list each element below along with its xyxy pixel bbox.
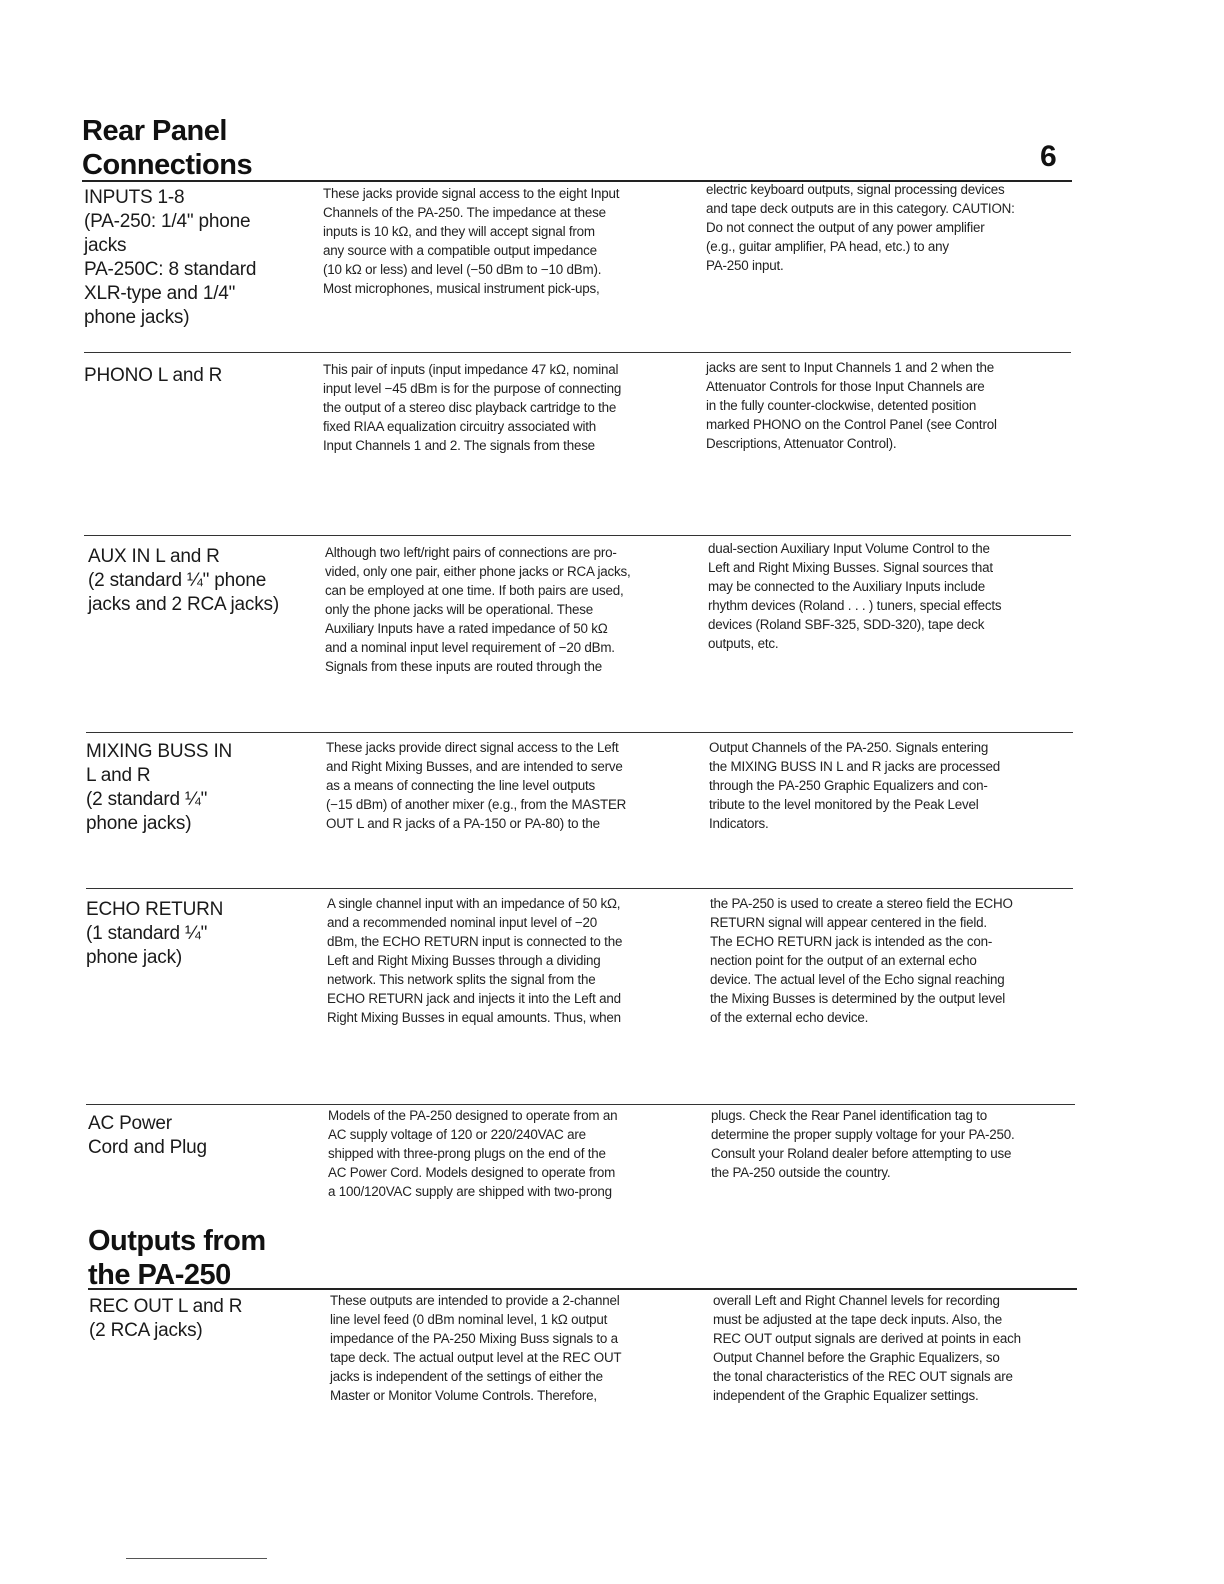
text-line: ECHO RETURN jack and injects it into the Left and xyxy=(327,991,621,1006)
text-line: the Mixing Busses is determined by the output level xyxy=(710,991,1005,1006)
section-label xyxy=(86,740,314,836)
text-line: device. The actual level of the Echo signal reaching xyxy=(710,972,1005,987)
section-rule xyxy=(84,352,1071,353)
text-line: Left and Right Mixing Busses. Signal sources that xyxy=(708,560,993,575)
text-line: input level −45 dBm is for the purpose of connecting xyxy=(323,381,622,396)
text-line: These jacks provide signal access to the eight Input xyxy=(323,186,620,201)
label-line: Cord and Plug xyxy=(88,1137,207,1158)
label-line: MIXING BUSS IN xyxy=(86,741,233,762)
text-line: impedance of the PA-250 Mixing Buss signals to a xyxy=(330,1331,618,1346)
text-line: the PA-250 outside the country. xyxy=(711,1165,891,1180)
description-col-1 xyxy=(330,1291,702,1405)
description-col-1 xyxy=(326,738,698,833)
section-rule xyxy=(84,535,1071,536)
label-line: phone jack) xyxy=(86,947,183,968)
text-line: Input Channels 1 and 2. The signals from these xyxy=(323,438,595,453)
text-line: tape deck. The actual output level at the REC OUT xyxy=(330,1350,622,1365)
text-line: The ECHO RETURN jack is intended as the con- xyxy=(710,934,993,949)
footer-rule xyxy=(126,1558,267,1559)
section-label xyxy=(88,545,316,617)
description-col-1 xyxy=(323,184,695,298)
text-line: RETURN signal will appear centered in the field. xyxy=(710,915,987,930)
description-col-2 xyxy=(710,894,1082,1027)
label-line: PHONO L and R xyxy=(84,365,223,386)
label-line: phone jacks) xyxy=(84,307,190,328)
label-line: AUX IN L and R xyxy=(88,546,220,567)
label-line: (2 standard ¼" xyxy=(86,789,208,810)
description-col-2 xyxy=(708,539,1080,653)
outputs-heading xyxy=(88,1224,266,1292)
description-col-1 xyxy=(327,894,699,1027)
text-line: overall Left and Right Channel levels for recording xyxy=(713,1293,1000,1308)
text-line: devices (Roland SBF-325, SDD-320), tape deck xyxy=(708,617,985,632)
text-line: Channels of the PA-250. The impedance at these xyxy=(323,205,606,220)
description-col-2 xyxy=(709,738,1081,833)
label-line: AC Power xyxy=(88,1113,172,1134)
section-label xyxy=(89,1295,317,1343)
text-line: and tape deck outputs are in this category. CAUTION: xyxy=(706,201,1015,216)
text-line: tribute to the level monitored by the Peak Level xyxy=(709,797,979,812)
text-line: the output of a stereo disc playback cartridge to the xyxy=(323,400,617,415)
text-line: rhythm devices (Roland . . . ) tuners, special effects xyxy=(708,598,1002,613)
text-line: Although two left/right pairs of connections are pro- xyxy=(325,545,617,560)
label-line: ECHO RETURN xyxy=(86,899,224,920)
text-line: the tonal characteristics of the REC OUT signals are xyxy=(713,1369,1013,1384)
description-col-2 xyxy=(706,358,1078,453)
text-line: and a nominal input level requirement of −20 dBm. xyxy=(325,640,615,655)
text-line: only the phone jacks will be operational. These xyxy=(325,602,594,617)
text-line: shipped with three-prong plugs on the end of the xyxy=(328,1146,606,1161)
text-line: REC OUT output signals are derived at points in each xyxy=(713,1331,1021,1346)
text-line: line level feed (0 dBm nominal level, 1 kΩ output xyxy=(330,1312,608,1327)
text-line: dBm, the ECHO RETURN input is connected to the xyxy=(327,934,623,949)
text-line: Descriptions, Attenuator Control). xyxy=(706,436,897,451)
text-line: OUT L and R jacks of a PA-150 or PA-80) to the xyxy=(326,816,600,831)
text-line: the PA-250 is used to create a stereo field the ECHO xyxy=(710,896,1013,911)
text-line: Attenuator Controls for those Input Channels are xyxy=(706,379,985,394)
text-line: may be connected to the Auxiliary Inputs include xyxy=(708,579,985,594)
text-line: network. This network splits the signal from the xyxy=(327,972,596,987)
text-line: independent of the Graphic Equalizer settings. xyxy=(713,1388,979,1403)
description-col-2 xyxy=(706,180,1078,275)
section-label xyxy=(84,186,312,330)
text-line: Output Channels of the PA-250. Signals entering xyxy=(709,740,989,755)
text-line: and a recommended nominal input level of −20 xyxy=(327,915,597,930)
label-line: PA-250C: 8 standard xyxy=(84,259,257,280)
text-line: determine the proper supply voltage for your PA-250. xyxy=(711,1127,1015,1142)
heading-line: Rear Panel xyxy=(82,115,227,147)
label-line: L and R xyxy=(86,765,151,786)
text-line: electric keyboard outputs, signal processing devices xyxy=(706,182,1005,197)
text-line: This pair of inputs (input impedance 47 kΩ, nominal xyxy=(323,362,619,377)
heading-line: the PA-250 xyxy=(88,1259,231,1291)
label-line: phone jacks) xyxy=(86,813,192,834)
text-line: vided, only one pair, either phone jacks or RCA jacks, xyxy=(325,564,631,579)
label-line: (PA-250: 1/4" phone xyxy=(84,211,251,232)
section-rule xyxy=(86,888,1073,889)
section-label xyxy=(84,364,312,388)
description-col-1 xyxy=(328,1106,700,1201)
description-col-1 xyxy=(323,360,695,455)
heading-line: Connections xyxy=(82,149,253,181)
text-line: Consult your Roland dealer before attempting to use xyxy=(711,1146,1012,1161)
text-line: nection point for the output of an external echo xyxy=(710,953,977,968)
label-line: jacks and 2 RCA jacks) xyxy=(88,594,279,615)
text-line: AC Power Cord. Models designed to operate from xyxy=(328,1165,616,1180)
text-line: as a means of connecting the line level outputs xyxy=(326,778,596,793)
text-line: jacks are sent to Input Channels 1 and 2 when the xyxy=(706,360,994,375)
text-line: Signals from these inputs are routed through the xyxy=(325,659,602,674)
heading-rule xyxy=(88,1288,1077,1290)
text-line: PA-250 input. xyxy=(706,258,784,273)
text-line: plugs. Check the Rear Panel identification tag to xyxy=(711,1108,988,1123)
section-rule xyxy=(86,1104,1075,1105)
text-line: the MIXING BUSS IN L and R jacks are processed xyxy=(709,759,1000,774)
text-line: (e.g., guitar amplifier, PA head, etc.) to any xyxy=(706,239,949,254)
text-line: Most microphones, musical instrument pick-ups, xyxy=(323,281,600,296)
text-line: Output Channel before the Graphic Equalizers, so xyxy=(713,1350,1000,1365)
text-line: These outputs are intended to provide a 2-channel xyxy=(330,1293,620,1308)
label-line: INPUTS 1-8 xyxy=(84,187,185,208)
label-line: jacks xyxy=(84,235,127,256)
description-col-2 xyxy=(713,1291,1085,1405)
text-line: Left and Right Mixing Busses through a dividing xyxy=(327,953,601,968)
text-line: outputs, etc. xyxy=(708,636,779,651)
text-line: and Right Mixing Busses, and are intended to serve xyxy=(326,759,623,774)
text-line: Auxiliary Inputs have a rated impedance of 50 kΩ xyxy=(325,621,608,636)
page-heading xyxy=(82,114,252,182)
page-number: 6 xyxy=(1040,140,1057,173)
text-line: Do not connect the output of any power amplifier xyxy=(706,220,985,235)
text-line: in the fully counter-clockwise, detented position xyxy=(706,398,977,413)
text-line: Master or Monitor Volume Controls. Therefore, xyxy=(330,1388,597,1403)
text-line: can be employed at one time. If both pairs are used, xyxy=(325,583,624,598)
section-label xyxy=(88,1112,316,1160)
description-col-1 xyxy=(325,543,697,676)
text-line: through the PA-250 Graphic Equalizers and con- xyxy=(709,778,988,793)
label-line: XLR-type and 1/4" xyxy=(84,283,236,304)
text-line: fixed RIAA equalization circuitry associated with xyxy=(323,419,597,434)
text-line: Indicators. xyxy=(709,816,769,831)
section-label xyxy=(86,898,314,970)
text-line: inputs is 10 kΩ, and they will accept signal from xyxy=(323,224,595,239)
text-line: Right Mixing Busses in equal amounts. Thus, when xyxy=(327,1010,621,1025)
label-line: REC OUT L and R xyxy=(89,1296,243,1317)
text-line: must be adjusted at the tape deck inputs. Also, the xyxy=(713,1312,1003,1327)
label-line: (2 standard ¼" phone xyxy=(88,570,267,591)
section-rule xyxy=(86,732,1073,733)
heading-line: Outputs from xyxy=(88,1225,266,1257)
text-line: jacks is independent of the settings of either the xyxy=(330,1369,603,1384)
label-line: (2 RCA jacks) xyxy=(89,1320,203,1341)
text-line: (10 kΩ or less) and level (−50 dBm to −10 dBm). xyxy=(323,262,602,277)
label-line: (1 standard ¼" xyxy=(86,923,208,944)
text-line: any source with a compatible output impedance xyxy=(323,243,597,258)
text-line: AC supply voltage of 120 or 220/240VAC are xyxy=(328,1127,586,1142)
text-line: A single channel input with an impedance of 50 kΩ, xyxy=(327,896,621,911)
description-col-2 xyxy=(711,1106,1083,1182)
text-line: a 100/120VAC supply are shipped with two-prong xyxy=(328,1184,612,1199)
text-line: of the external echo device. xyxy=(710,1010,869,1025)
text-line: Models of the PA-250 designed to operate from an xyxy=(328,1108,618,1123)
text-line: These jacks provide direct signal access to the Left xyxy=(326,740,619,755)
text-line: marked PHONO on the Control Panel (see Control xyxy=(706,417,997,432)
text-line: (−15 dBm) of another mixer (e.g., from the MASTER xyxy=(326,797,627,812)
text-line: dual-section Auxiliary Input Volume Control to the xyxy=(708,541,990,556)
